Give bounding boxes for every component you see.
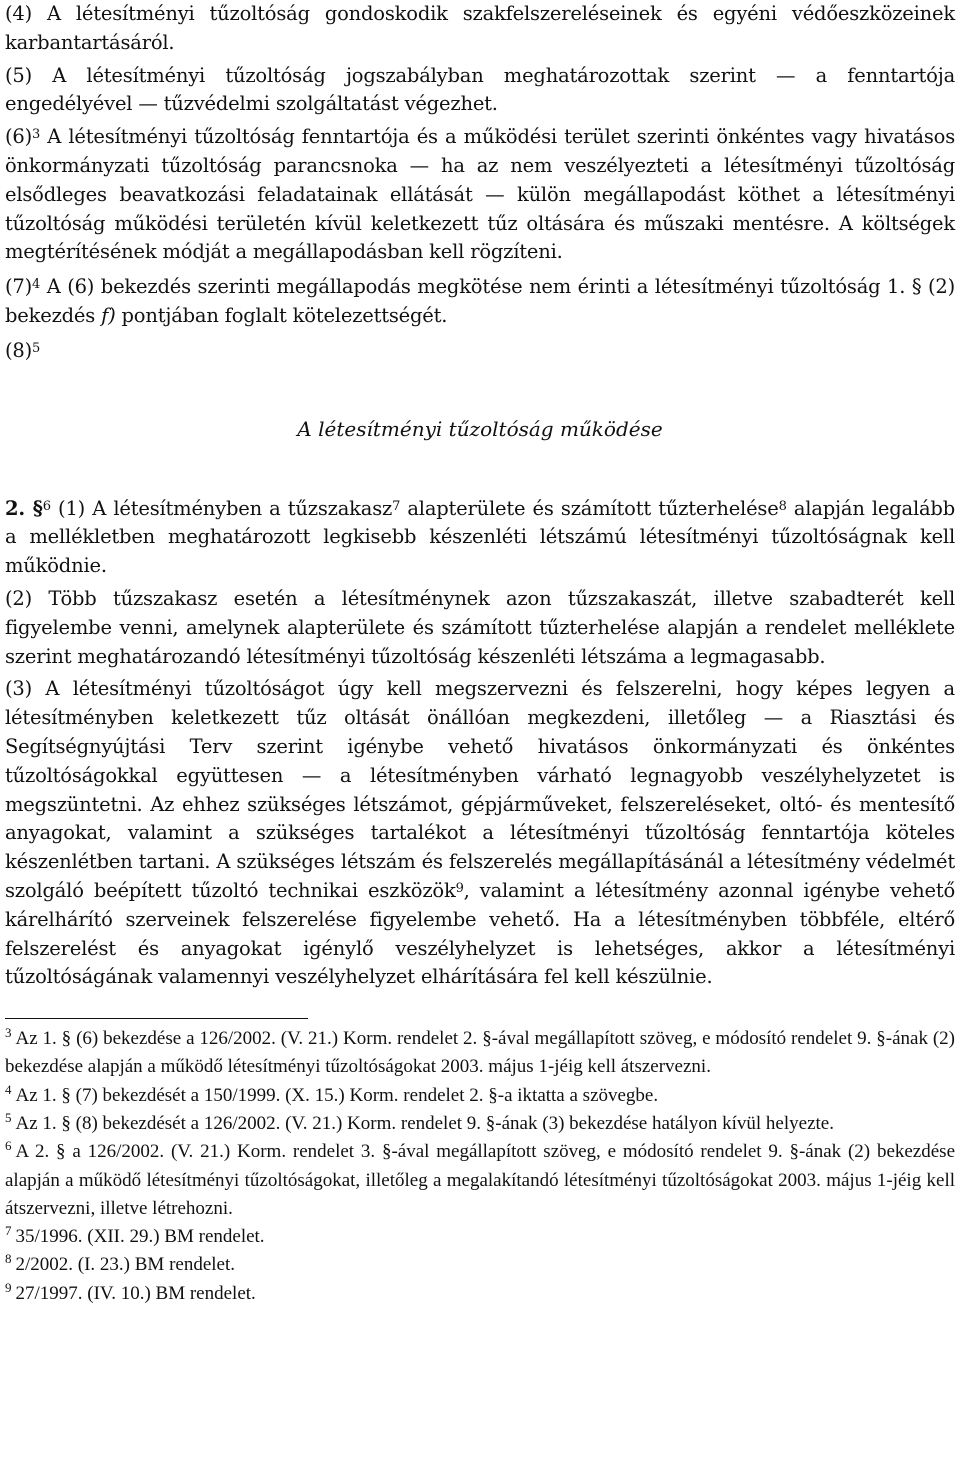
section-2-paragraph-1 <box>5 495 955 581</box>
footnote-8-number: 8 <box>5 1251 12 1267</box>
footnote-8 <box>5 1251 955 1279</box>
footnote-ref-5[interactable]: 5 <box>32 340 41 356</box>
section-2-paragraph-3-a: (3) A létesítményi tűzoltóságot úgy kell megszervezni és felszerelni, hogy képes legyen a létesítményben keletkezett tűz oltását önállóan megkezdeni, illetőleg — a Riasztási és Segítségnyújtási Terv szerint igénybe vehető hivatásos önkormányzati és önkéntes tűzoltóságokkal együttesen — a létesítményben várható legnagyobb veszélyhelyzetet is megszüntetni. Az ehhez szükséges létszámot, gépjárműveket, felszereléseket, oltó- és mentesítő anyagokat, valamint a szükséges tartalékot a létesítményi tűzoltóság fenntartója köteles készenlétben tartani. A szükséges létszám és felszerelés megállapításánál a létesítmény védelmét szolgáló beépített tűzoltó technikai eszközök <box>5 677 955 902</box>
footnote-6 <box>5 1138 955 1223</box>
section-2-paragraph-1-b: alapterülete és számított tűzterhelése <box>400 496 779 520</box>
section-2-paragraph-2: (2) Több tűzszakasz esetén a létesítménynek azon tűzszakaszát, illetve szabadterét kell figyelembe venni, amelynek alapterülete és számított tűzterhelése alapján a rendelet melléklete szerint meghatározandó létesítményi tűzoltóság készenléti létszáma a legmagasabb. <box>5 586 955 668</box>
section-2-body <box>5 495 955 993</box>
section-1-body <box>5 0 955 366</box>
footnotes <box>5 1025 955 1308</box>
footnote-3-number: 3 <box>5 1025 12 1041</box>
paragraph-7-point: f) <box>101 303 116 327</box>
footnote-7-text: 35/1996. (XII. 29.) BM rendelet. <box>15 1226 265 1248</box>
paragraph-7-text-a: A (6) bekezdés szerinti megállapodás megkötése nem érinti a létesítményi tűzoltóság 1. § (2) bekezdés <box>5 275 955 327</box>
footnote-5-text: Az 1. § (8) bekezdését a 126/2002. (V. 21.) Korm. rendelet 9. §-ának (3) bekezdése hatályon kívül helyezte. <box>15 1113 834 1134</box>
footnote-3-text: Az 1. § (6) bekezdése a 126/2002. (V. 21.) Korm. rendelet 2. §-ával megállapított szöveg, e módosító rendelet 9. §-ának (2) bekezdése alapján a működő létesítményi tűzoltóságokat 2003. május 1-jéig kell átszervezni. <box>5 1028 955 1078</box>
section-2-number: 2. § <box>5 496 43 520</box>
footnote-ref-7[interactable]: 7 <box>392 498 401 514</box>
paragraph-7-text-b: pontjában foglalt kötelezettségét. <box>115 303 448 327</box>
paragraph-6 <box>5 123 955 267</box>
footnote-5-number: 5 <box>5 1110 12 1125</box>
document-page <box>5 0 955 1308</box>
footnote-ref-4[interactable]: 4 <box>32 277 41 293</box>
footnote-8-text: 2/2002. (I. 23.) BM rendelet. <box>15 1254 236 1276</box>
footnote-ref-6[interactable]: 6 <box>42 498 51 514</box>
paragraph-8 <box>5 337 955 366</box>
footnote-9-text: 27/1997. (IV. 10.) BM rendelet. <box>15 1282 256 1304</box>
paragraph-5: (5) A létesítményi tűzoltóság jogszabályban meghatározottak szerint — a fenntartója engedélyével — tűzvédelmi szolgáltatást végezhet. <box>5 63 955 116</box>
section-heading: A létesítményi tűzoltóság működése <box>297 416 663 441</box>
paragraph-4: (4) A létesítményi tűzoltóság gondoskodik szakfelszereléseinek és egyéni védőeszközeinek karbantartásáról. <box>5 2 955 54</box>
footnote-3 <box>5 1025 955 1082</box>
footnote-separator <box>5 1018 308 1019</box>
section-2-paragraph-1-a: (1) A létesítményben a tűzszakasz <box>50 496 393 520</box>
footnote-4-text: Az 1. § (7) bekezdését a 150/1999. (X. 15.) Korm. rendelet 2. §-a iktatta a szövegbe. <box>15 1084 659 1106</box>
section-2-paragraph-1-c: alapján legalább a mellékletben meghatározott legkisebb készenléti létszámú létesítményi tűzoltóságnak kell működnie. <box>5 496 955 578</box>
footnote-6-number: 6 <box>5 1138 12 1154</box>
footnote-9 <box>5 1280 955 1308</box>
footnote-4-number: 4 <box>5 1081 12 1097</box>
footnote-ref-3[interactable]: 3 <box>32 127 41 143</box>
paragraph-8-number: (8) <box>5 338 33 362</box>
footnote-4 <box>5 1082 955 1110</box>
section-2-paragraph-3-b: , valamint a létesítmény azonnal igénybe vehető kárelhárító szerveinek felszerelése figyelembe vehető. Ha a létesítményben többféle, eltérő felszerelést és anyagokat igénylő veszélyhelyzet is lehetséges, akkor a létesítményi tűzoltóságának valamennyi veszélyhelyzet elhárítására fel kell készülnie. <box>5 878 955 989</box>
footnote-6-text: A 2. § a 126/2002. (V. 21.) Korm. rendelet 3. §-ával megállapított szöveg, e módosító rendelet 9. §-ának (2) bekezdése alapján a működő létesítményi tűzoltóságokat, illetőleg a megalakítandó létesítményi tűzoltóságokat 2003. május 1-jéig kell átszervezni, illetve létrehozni. <box>5 1141 955 1219</box>
footnote-5 <box>5 1110 955 1138</box>
footnote-ref-8[interactable]: 8 <box>778 498 787 514</box>
section-2-paragraph-3 <box>5 675 955 992</box>
footnote-7-number: 7 <box>5 1223 12 1239</box>
footnote-7 <box>5 1223 955 1251</box>
paragraph-7-number: (7) <box>5 275 33 299</box>
footnote-9-number: 9 <box>5 1279 12 1295</box>
footnote-ref-9[interactable]: 9 <box>455 880 464 896</box>
paragraph-6-number: (6) <box>5 125 33 149</box>
paragraph-6-text: A létesítményi tűzoltóság fenntartója és a működési terület szerinti önkéntes vagy hivatásos önkormányzati tűzoltóság parancsnoka — ha az nem veszélyezteti a létesítményi tűzoltóság elsődleges beavatkozási feladatainak ellátását — külön megállapodást köthet a létesítményi tűzoltóság működési területén kívül keletkezett tűz oltására és műszaki mentésre. A költségek megtérítésének módját a megállapodásban kell rögzíteni. <box>5 125 955 264</box>
paragraph-7 <box>5 273 955 331</box>
